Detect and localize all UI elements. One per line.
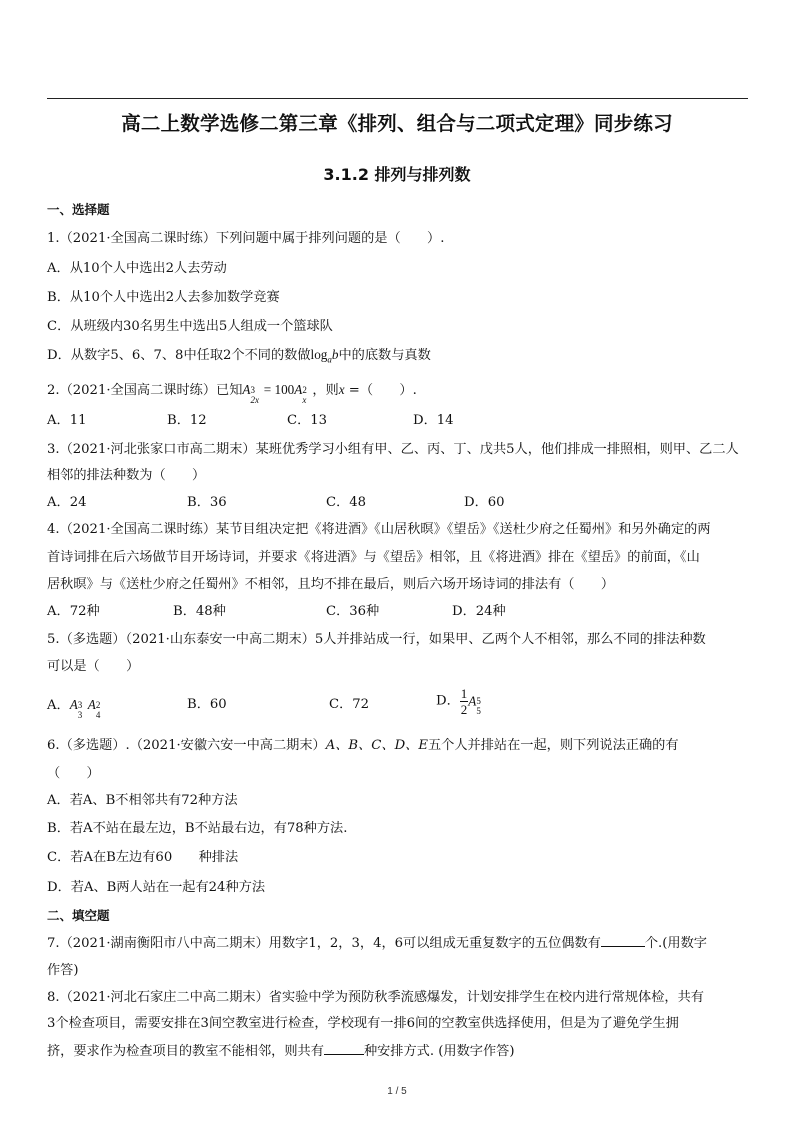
q4-option-a: A．72种 [47,604,100,619]
q3-option-c: C．48 [326,495,367,510]
q2-option-b: B．12 [167,413,207,428]
perm-sub: 5 [476,705,481,716]
q5-option-d-label: D． [436,693,460,709]
q3-option-d: D．60 [464,495,505,510]
q6-option-d: D．若A、B两人站在一起有24种方法 [47,880,266,895]
q6-option-a: A．若A、B不相邻共有72种方法 [47,793,238,808]
fraction-numerator: 1 [460,686,468,701]
log-argument: b [331,347,339,362]
perm-indices [476,693,486,716]
perm-sup: 3 [250,384,255,395]
q1-option-d-tail: 中的底数与真数 [338,348,431,363]
perm-symbol: A [69,697,78,712]
perm-sub-2: x [302,394,307,405]
q3-line-2: 相邻的排法种数为（ ） [47,468,206,483]
q6-option-b: B．若A不站在最左边，B不站最右边，有78种方法. [47,821,348,836]
q6-line-1-prefix: 6.（多选题）.（2021·安徽六安一中高二期末） [47,738,326,753]
q4-option-d: D．24种 [452,604,506,619]
perm-indices-2 [95,697,106,720]
q5-option-d [436,686,486,717]
q1-stem: 1.（2021·全国高二课时练）下列问题中属于排列问题的是（ ）. [47,231,445,246]
section-heading-fill: 二、填空题 [47,908,110,923]
q3-option-b: B．36 [187,495,227,510]
log-symbol: log [310,347,328,362]
perm-sup: 3 [77,699,83,710]
q8-line-3-prefix: 挤，要求作为检查项目的教室不能相邻，则共有 [47,1044,324,1059]
perm-indices-2 [302,382,312,405]
q8-line-3-suffix: 种安排方式. (用数字作答) [363,1044,515,1059]
q4-option-c: C．36种 [326,604,380,619]
q5-option-a-label: A． [47,698,70,713]
q4-line-2: 首诗词排在后六场做节目开场诗词，并要求《将进酒》与《望岳》相邻，且《将进酒》排在《望岳》的前面，《山 [47,550,700,565]
q4-option-b: B．48种 [173,604,226,619]
q1-option-d-text: D．从数字5、6、7、8中任取2个不同的数做 [47,348,311,363]
perm-sub: 3 [77,709,83,720]
q1-option-a: A．从10个人中选出2人去劳动 [47,261,227,276]
q1-option-c: C．从班级内30名男生中选出5人组成一个篮球队 [47,319,333,334]
q6-option-c: C．若A在B左边有60 种排法 [47,850,239,865]
q8-answer-blank[interactable] [324,1042,364,1055]
q6-line-1-suffix: 五个人并排站在一起，则下列说法正确的有 [427,738,679,753]
perm-symbol-2: A [294,382,303,397]
log-base: a [327,354,332,365]
fraction-denominator: 2 [460,702,468,717]
q5-option-b: B．60 [187,697,227,712]
q5-line-1: 5.（多选题）（2021·山东泰安一中高二期末）5人并排站成一行，如果甲、乙两个人不相邻，那么不同的排法种数 [47,632,706,647]
q7-line-1-prefix: 7.（2021·湖南衡阳市八中高二期末）用数字1，2，3，4，6可以组成无重复数字的五位偶数有 [47,936,601,951]
q2-option-d: D．14 [413,413,454,428]
q1-option-d [47,346,431,365]
perm-symbol: A [242,382,251,397]
q6-line-2: （ ） [47,766,100,781]
q7-answer-blank[interactable] [601,934,645,947]
q2-option-c: C．13 [287,413,328,428]
q8-line-2: 3个检查项目，需要安排在3间空教室进行检查，学校现有一排6间的空教室供选择使用，但是为了避免学生拥 [47,1016,679,1031]
q2-tail: =（ ）. [344,383,417,398]
q4-line-1: 4.（2021·全国高二课时练）某节目组决定把《将进酒》《山居秋暝》《望岳》《送杜少府之任蜀州》和另外确定的两 [47,522,711,537]
q3-option-a: A．24 [47,495,87,510]
var-x: x [338,382,345,397]
q3-line-1: 3.（2021·河北张家口市高二期末）某班优秀学习小组有甲、乙、丙、丁、戊共5人，他们排成一排照相，则甲、乙二人 [47,442,739,457]
page-title: 高二上数学选修二第三章《排列、组合与二项式定理》同步练习 [121,112,673,135]
q2-stem [47,381,417,405]
q6-variables: A、B、C、D、E [325,738,428,753]
q5-option-c: C．72 [329,697,370,712]
header-rule [47,98,748,99]
page-number: 1 / 5 [387,1086,407,1097]
perm-indices [250,382,260,405]
section-heading-choice: 一、选择题 [47,202,110,217]
q8-line-1: 8.（2021·河北石家庄二中高二期末）省实验中学为预防秋季流感爆发，计划安排学生在校内进行常规体检，共有 [47,990,704,1005]
fraction-half [460,686,469,717]
q5-option-a [47,696,106,720]
perm-sup-2: 2 [302,384,307,395]
q2-mid: ，则 [312,383,339,398]
q7-line-1 [47,934,707,953]
q6-line-1 [47,737,679,755]
q8-line-3 [47,1042,515,1061]
perm-sub: 2x [250,394,259,405]
perm-symbol-2: A [87,697,96,712]
perm-sup-2: 2 [95,699,101,710]
perm-symbol: A [468,693,477,709]
section-subtitle: 3.1.2 排列与排列数 [323,165,471,184]
q7-line-2: 作答) [47,963,79,978]
q1-option-b: B．从10个人中选出2人去参加数学竞赛 [47,290,280,305]
q4-line-3: 居秋暝》与《送杜少府之任蜀州》不相邻，且均不排在最后，则后六场开场诗词的排法有（ ） [47,577,615,592]
equation-middle: = 100 [260,382,295,397]
q2-stem-text: 2.（2021·全国高二课时练）已知 [47,383,243,398]
perm-sub-2: 4 [95,709,101,720]
q2-option-a: A．11 [47,413,87,428]
q7-line-1-suffix: 个.(用数字 [644,936,707,951]
perm-sup: 5 [476,695,481,706]
perm-indices [77,697,88,720]
q5-line-2: 可以是（ ） [47,659,140,674]
